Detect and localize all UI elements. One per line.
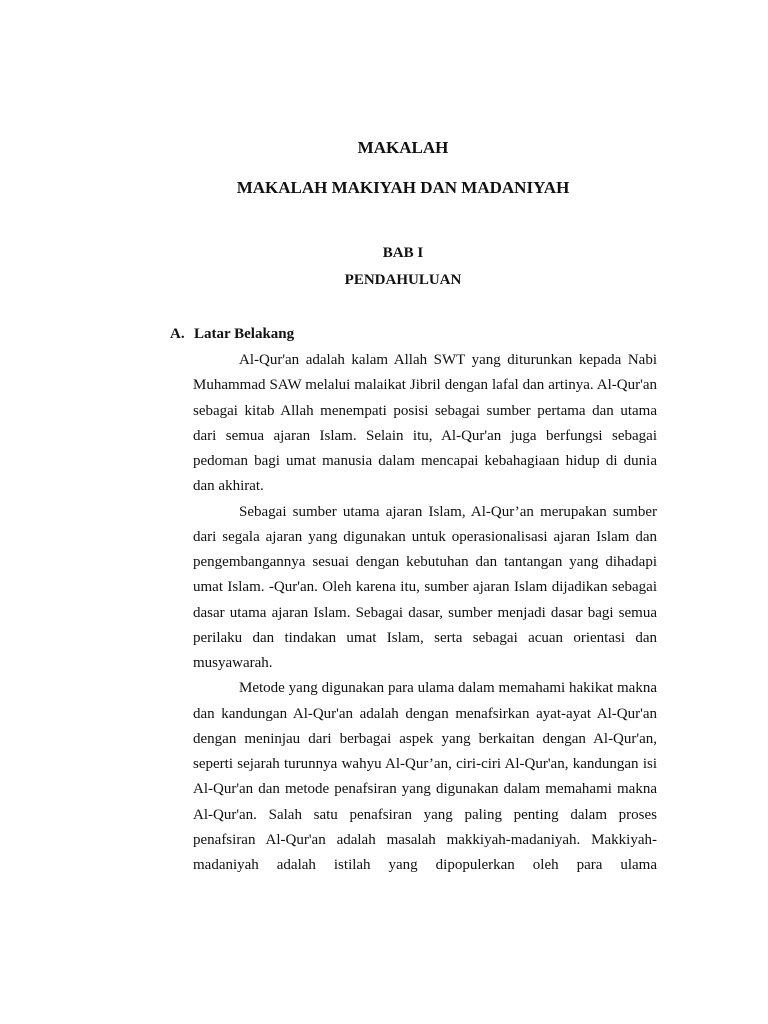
section-heading	[170, 326, 294, 343]
paragraph-1: Al-Qur'an adalah kalam Allah SWT yang diturunkan kepada Nabi Muhammad SAW melalui malaikat Jibril dengan lafal dan artinya. Al-Qur'an sebagai kitab Allah menempati posisi sebagai sumber pertama dan utama dari semua ajaran Islam. Selain itu, Al-Qur'an juga berfungsi sebagai pedoman bagi umat manusia dalam mencapai kebahagiaan hidup di dunia dan akhirat.	[193, 352, 657, 495]
chapter-title: PENDAHULUAN	[344, 272, 462, 288]
paragraph-2: Sebagai sumber utama ajaran Islam, Al-Qur’an merupakan sumber dari segala ajaran yang digunakan untuk operasionalisasi ajaran Islam dan pengembangannya sesuai dengan kebutuhan dan tantangan yang dihadapi umat Islam. -Qur'an. Oleh karena itu, sumber ajaran Islam dijadikan sebagai dasar utama ajaran Islam. Sebagai dasar, sumber menjadi dasar bagi semua perilaku dan tindakan umat Islam, serta sebagai acuan orientasi dan musyawarah.	[193, 503, 657, 671]
document-title: MAKALAH	[357, 138, 449, 157]
chapter-number: BAB I	[382, 245, 424, 261]
document-subtitle: MAKALAH MAKIYAH DAN MADANIYAH	[236, 178, 570, 197]
section-letter: A.	[170, 326, 185, 342]
body-text	[193, 348, 657, 878]
paragraph-3: Metode yang digunakan para ulama dalam memahami hakikat makna dan kandungan Al-Qur'an adalah dengan menafsirkan ayat-ayat Al-Qur'an dengan meninjau dari berbagai aspek yang berkaitan dengan Al-Qur'an, seperti sejarah turunnya wahyu Al-Qur’an, ciri-ciri Al-Qur'an, kandungan isi Al-Qur'an dan metode penafsiran yang digunakan dalam memahami makna Al-Qur'an. Salah satu penafsiran yang paling penting dalam proses penafsiran Al-Qur'an adalah masalah makkiyah-madaniyah. Makkiyah-madaniyah adalah istilah yang dipopulerkan oleh para ulama	[193, 680, 657, 873]
section-heading-text: Latar Belakang	[194, 326, 295, 342]
